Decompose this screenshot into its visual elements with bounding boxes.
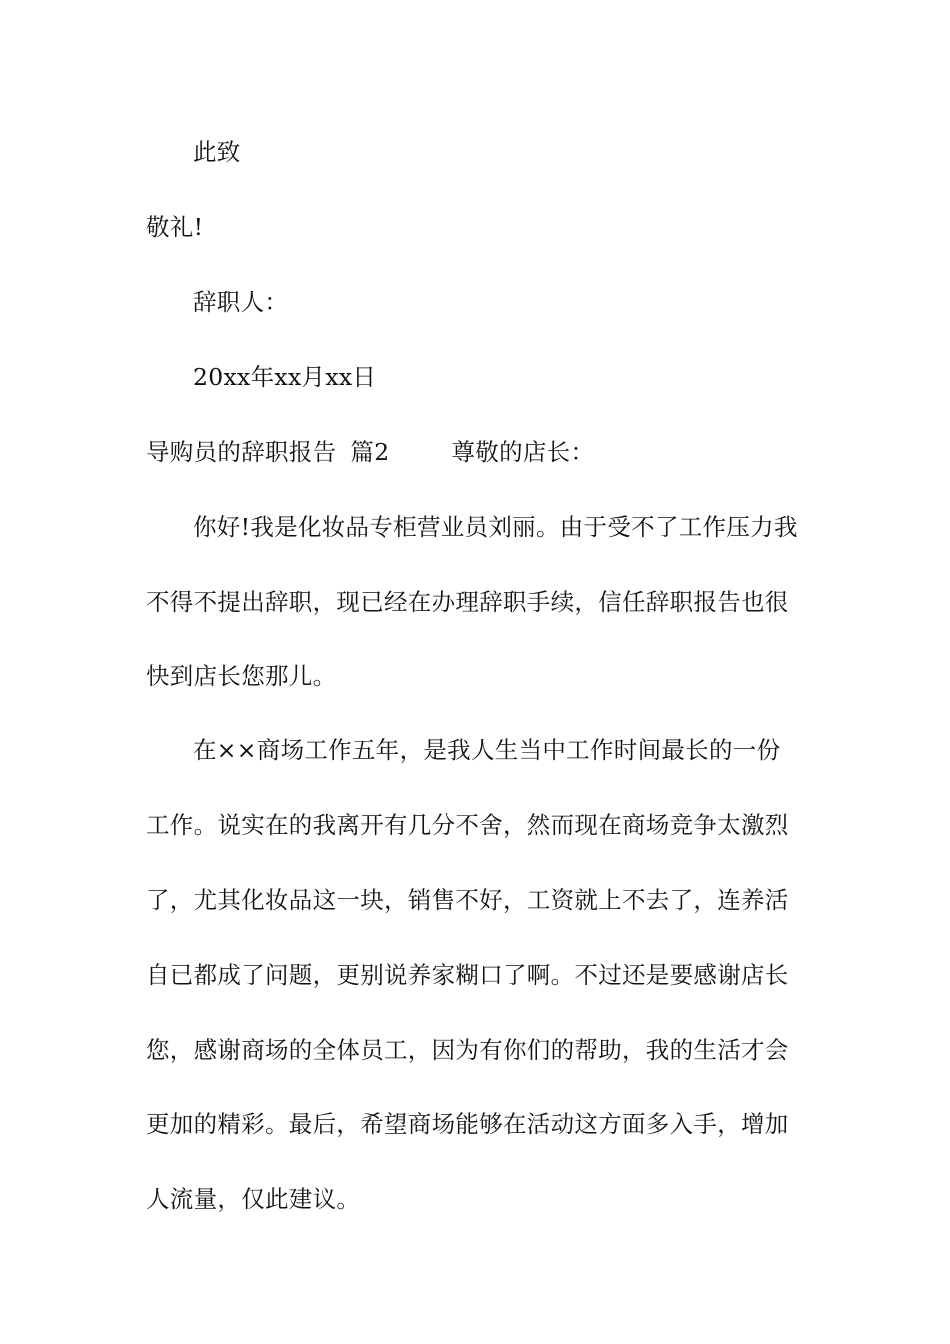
paragraph-2-line-1: 在××商场工作五年，是我人生当中工作时间最长的一份 bbox=[193, 736, 781, 764]
section-label: 篇2 bbox=[350, 438, 390, 466]
paragraph-2-line-5: 您，感谢商场的全体员工，因为有你们的帮助，我的生活才会 bbox=[146, 1036, 789, 1064]
closing-line-1: 此致 bbox=[193, 138, 241, 166]
report-title: 导购员的辞职报告 bbox=[146, 438, 337, 466]
paragraph-2-line-3: 了，尤其化妆品这一块，销售不好，工资就上不去了，连养活 bbox=[146, 886, 789, 914]
paragraph-1-line-1: 你好!我是化妆品专柜营业员刘丽。由于受不了工作压力我 bbox=[193, 513, 798, 541]
paragraph-1-line-3: 快到店长您那儿。 bbox=[146, 662, 337, 690]
paragraph-1-line-2: 不得不提出辞职，现已经在办理辞职手续，信任辞职报告也很 bbox=[146, 588, 789, 616]
signer-label: 辞职人： bbox=[193, 288, 289, 316]
paragraph-2-line-7: 人流量，仅此建议。 bbox=[146, 1185, 361, 1213]
paragraph-2-line-6: 更加的精彩。最后，希望商场能够在活动这方面多入手，增加 bbox=[146, 1110, 789, 1138]
closing-line-2: 敬礼! bbox=[146, 213, 204, 241]
salutation: 尊敬的店长： bbox=[451, 438, 595, 466]
letter2-heading-line bbox=[146, 437, 816, 467]
paragraph-2-line-2: 工作。说实在的我离开有几分不舍，然而现在商场竞争太激烈 bbox=[146, 811, 789, 839]
date-line: 20xx年xx月xx日 bbox=[193, 363, 377, 391]
paragraph-2-line-4: 自已都成了问题，更别说养家糊口了啊。不过还是要感谢店长 bbox=[146, 961, 789, 989]
